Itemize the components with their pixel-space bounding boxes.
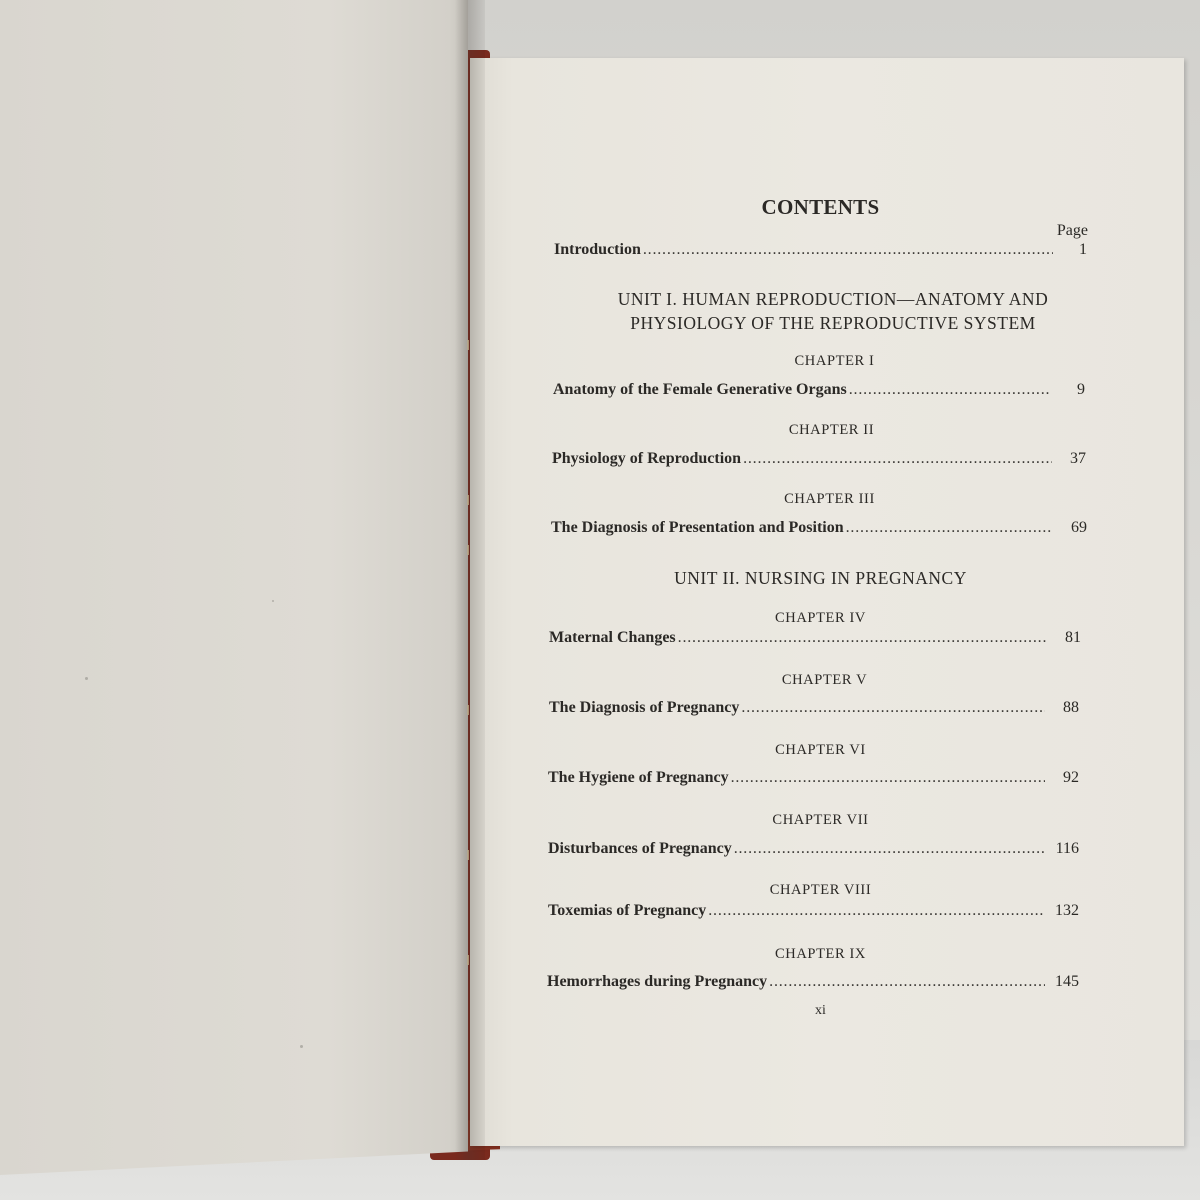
toc-entry <box>547 973 1079 991</box>
toc-entry <box>553 381 1085 399</box>
chapter-label: CHAPTER I <box>794 353 875 369</box>
entry-page: 1 <box>1079 241 1087 258</box>
dot-leader <box>734 840 1045 858</box>
toc-entry <box>549 629 1081 647</box>
binding-stitch <box>467 495 469 505</box>
page-column-label: Page <box>1056 222 1088 239</box>
dot-leader <box>741 699 1045 717</box>
entry-page: 9 <box>1077 381 1085 398</box>
binding-stitch <box>467 955 469 965</box>
toc-entry <box>551 519 1087 537</box>
toc-entry-introduction <box>554 241 1087 259</box>
book-gutter <box>455 0 485 1160</box>
entry-title: The Diagnosis of Pregnancy <box>549 699 740 716</box>
chapter-label: CHAPTER III <box>784 491 875 507</box>
chapter-label: CHAPTER V <box>781 672 868 688</box>
paper-speck <box>272 600 274 602</box>
dot-leader <box>731 769 1045 787</box>
entry-page: 145 <box>1055 973 1079 990</box>
left-page <box>0 0 468 1175</box>
entry-title: Anatomy of the Female Generative Organs <box>553 381 847 398</box>
entry-title: Physiology of Reproduction <box>552 450 742 467</box>
chapter-label: CHAPTER IV <box>775 610 866 626</box>
dot-leader <box>678 629 1047 647</box>
paper-speck <box>85 677 88 680</box>
unit-heading-1 <box>573 287 1093 335</box>
unit-heading-2 <box>548 566 1093 590</box>
entry-page: 81 <box>1065 629 1081 646</box>
toc-entry <box>548 902 1079 920</box>
entry-title: Maternal Changes <box>549 629 676 646</box>
entry-page: 132 <box>1055 902 1079 919</box>
binding-stitch <box>467 705 469 715</box>
chapter-label: CHAPTER VIII <box>769 882 872 898</box>
dot-leader <box>708 902 1045 920</box>
paper-speck <box>300 1045 303 1048</box>
page-folio: xi <box>815 1003 826 1018</box>
dot-leader <box>643 241 1053 259</box>
entry-title: The Hygiene of Pregnancy <box>548 769 729 786</box>
entry-title: Disturbances of Pregnancy <box>548 840 732 857</box>
toc-entry <box>548 840 1079 858</box>
chapter-label: CHAPTER VI <box>775 742 866 758</box>
dot-leader <box>743 450 1052 468</box>
entry-title: Hemorrhages during Pregnancy <box>547 973 768 990</box>
entry-page: 116 <box>1055 840 1079 857</box>
binding-stitch <box>467 340 469 350</box>
unit-heading-line: UNIT II. NURSING IN PREGNANCY <box>674 568 967 588</box>
entry-title: The Diagnosis of Presentation and Position <box>551 519 844 536</box>
dot-leader <box>769 973 1045 991</box>
entry-page: 92 <box>1063 769 1079 786</box>
toc-entry <box>549 699 1079 717</box>
toc-entry <box>548 769 1079 787</box>
entry-page: 88 <box>1063 699 1079 716</box>
binding-stitch <box>467 545 469 555</box>
toc-entry <box>552 450 1086 468</box>
contents-heading: CONTENTS <box>761 195 880 219</box>
unit-heading-line: PHYSIOLOGY OF THE REPRODUCTIVE SYSTEM <box>630 313 1036 333</box>
dot-leader <box>849 381 1051 399</box>
chapter-label: CHAPTER VII <box>772 812 869 828</box>
binding-stitch <box>467 850 469 860</box>
chapter-label: CHAPTER II <box>788 422 875 438</box>
entry-title: Introduction <box>554 241 641 258</box>
dot-leader <box>846 519 1053 537</box>
entry-title: Toxemias of Pregnancy <box>548 902 707 919</box>
chapter-label: CHAPTER IX <box>775 946 866 962</box>
entry-page: 37 <box>1070 450 1086 467</box>
unit-heading-line: UNIT I. HUMAN REPRODUCTION—ANATOMY AND <box>617 289 1049 309</box>
entry-page: 69 <box>1071 519 1087 536</box>
